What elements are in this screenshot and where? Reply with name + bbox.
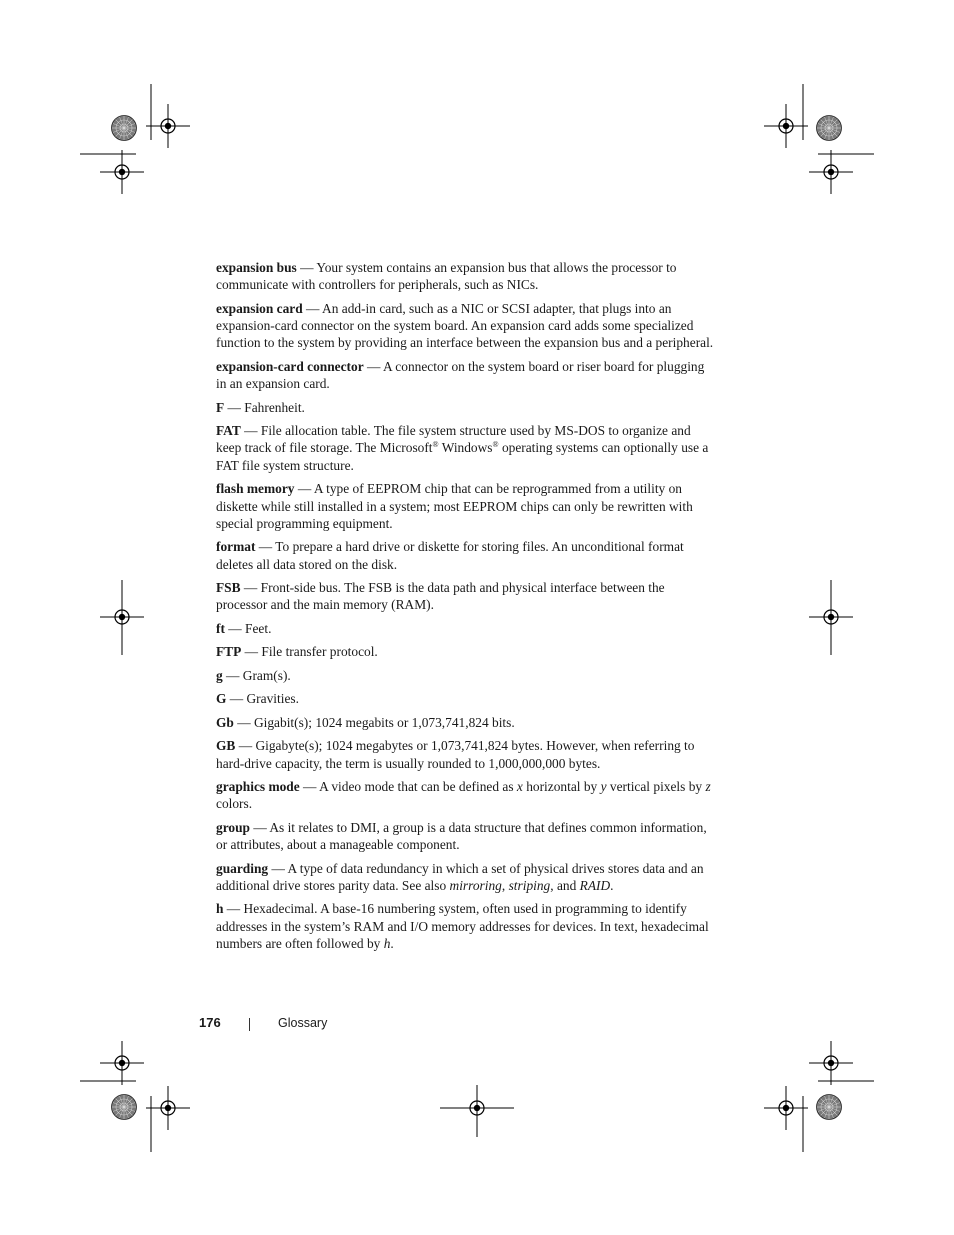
glossary-term: expansion bus	[216, 260, 297, 275]
glossary-entry	[216, 579, 716, 614]
glossary-entry	[216, 667, 716, 684]
em-dash: —	[224, 399, 245, 415]
glossary-definition: Gravities.	[246, 691, 299, 707]
em-dash: —	[299, 779, 320, 795]
em-dash: —	[294, 481, 314, 497]
glossary-term: graphics mode	[216, 779, 300, 795]
glossary-entry	[216, 538, 716, 573]
registered-mark: ®	[432, 440, 439, 450]
page-footer	[0, 1014, 954, 1036]
cross-reference: RAID	[579, 877, 611, 893]
glossary-entry	[216, 900, 716, 952]
glossary-entry	[216, 860, 716, 895]
glossary-term: Gb	[216, 714, 234, 730]
glossary-term: guarding	[216, 860, 269, 876]
glossary-entry	[216, 737, 716, 772]
em-dash: —	[235, 738, 256, 754]
em-dash: —	[233, 714, 254, 730]
glossary-term: flash memory	[216, 481, 295, 497]
variable-x: x	[516, 779, 523, 795]
page-number: 176	[199, 1015, 221, 1030]
em-dash: —	[268, 860, 288, 876]
glossary-definition: .	[610, 877, 614, 893]
glossary-definition: A connector on the system board or riser board for plugging in an expansion card.	[216, 358, 705, 392]
em-dash: —	[363, 358, 384, 374]
cross-reference: mirroring	[449, 877, 502, 893]
glossary-definition: operating systems can optionally use a FAT file system structure.	[216, 440, 709, 473]
glossary-definition: File transfer protocol.	[261, 644, 378, 660]
glossary-entry	[216, 819, 716, 854]
glossary-term: g	[216, 667, 223, 683]
glossary-definition: A type of data redundancy in which a set of physical drives stores data and an additional drive stores parity data. See also	[216, 860, 704, 893]
em-dash: —	[240, 423, 261, 439]
separator: ,	[501, 877, 509, 893]
variable-y: y	[600, 779, 607, 795]
glossary-term: expansion-card connector	[216, 358, 364, 374]
glossary-content	[216, 259, 716, 958]
cross-reference: striping	[508, 877, 551, 893]
glossary-definition: .	[390, 935, 394, 951]
variable-h: h	[383, 935, 391, 951]
glossary-entry	[216, 422, 716, 474]
glossary-definition: Your system contains an expansion bus that allows the processor to communicate with controllers for peripherals, such as NICs.	[216, 260, 677, 293]
glossary-term: FAT	[216, 423, 241, 439]
em-dash: —	[250, 819, 270, 835]
glossary-term: GB	[216, 738, 236, 754]
glossary-definition: Gigabit(s); 1024 megabits or 1,073,741,824 bits.	[253, 714, 515, 730]
em-dash: —	[226, 691, 247, 707]
glossary-term: h	[216, 901, 224, 917]
glossary-definition: As it relates to DMI, a group is a data structure that defines common information, or attributes, about a manageable component.	[216, 819, 707, 853]
glossary-definition: Gram(s).	[242, 667, 291, 683]
em-dash: —	[255, 539, 276, 555]
glossary-entry	[216, 259, 716, 294]
em-dash: —	[296, 260, 317, 275]
registered-mark: ®	[492, 440, 499, 450]
glossary-entry	[216, 690, 716, 707]
glossary-entry	[216, 480, 716, 532]
glossary-term: F	[216, 399, 225, 415]
footer-divider	[249, 1018, 250, 1031]
glossary-entry	[216, 399, 716, 416]
glossary-definition: Front-side bus. The FSB is the data path and physical interface between the processor and the main memory (RAM).	[216, 580, 665, 613]
glossary-entry	[216, 643, 716, 660]
glossary-term: G	[216, 691, 227, 707]
glossary-definition: File allocation table. The file system structure used by MS-DOS to organize and keep track of file storage. The Microsoft	[216, 423, 691, 456]
section-name: Glossary	[278, 1016, 328, 1030]
em-dash: —	[302, 300, 323, 316]
glossary-entry	[216, 300, 716, 352]
em-dash: —	[240, 580, 261, 596]
glossary-definition: Fahrenheit.	[244, 399, 305, 415]
em-dash: —	[222, 667, 243, 683]
glossary-entry	[216, 620, 716, 637]
glossary-definition: An add-in card, such as a NIC or SCSI adapter, that plugs into an expansion-card connector on the system board. An expansion card adds some specialized function to the system by providing an interface between the expansion bus and a peripheral.	[216, 300, 714, 351]
glossary-definition: A type of EEPROM chip that can be reprogrammed from a utility on diskette while still installed in a system; most EEPROM chips can only be rewritten with special programming equipment.	[216, 481, 693, 531]
glossary-definition: Gigabyte(s); 1024 megabytes or 1,073,741,824 bytes. However, when referring to hard-drive capacity, the term is usually rounded to 1,000,000,000 bytes.	[216, 738, 695, 771]
em-dash: —	[241, 644, 262, 660]
glossary-term: ft	[216, 620, 225, 636]
glossary-definition: colors.	[216, 796, 253, 812]
glossary-term: format	[216, 539, 256, 555]
glossary-definition: Feet.	[245, 620, 272, 636]
glossary-entry	[216, 358, 716, 393]
glossary-term: FSB	[216, 580, 241, 596]
glossary-definition: To prepare a hard drive or diskette for storing files. An unconditional format deletes all data stored on the disk.	[216, 539, 684, 572]
separator: , and	[550, 877, 580, 893]
glossary-definition: A video mode that can be defined as	[319, 779, 517, 795]
glossary-definition: vertical pixels by	[606, 779, 706, 795]
glossary-definition: Windows	[438, 440, 493, 456]
glossary-definition: horizontal by	[522, 779, 601, 795]
glossary-term: group	[216, 819, 250, 835]
em-dash: —	[223, 901, 244, 917]
variable-z: z	[705, 779, 711, 795]
glossary-entry	[216, 778, 716, 813]
glossary-term: FTP	[216, 644, 242, 660]
em-dash: —	[224, 620, 246, 636]
glossary-term: expansion card	[216, 300, 303, 316]
glossary-definition: Hexadecimal. A base-16 numbering system, often used in programming to identify addresses in the system’s RAM and I/O memory addresses for devices. In text, hexadecimal numbers are often followed by	[216, 901, 709, 951]
glossary-entry	[216, 714, 716, 731]
